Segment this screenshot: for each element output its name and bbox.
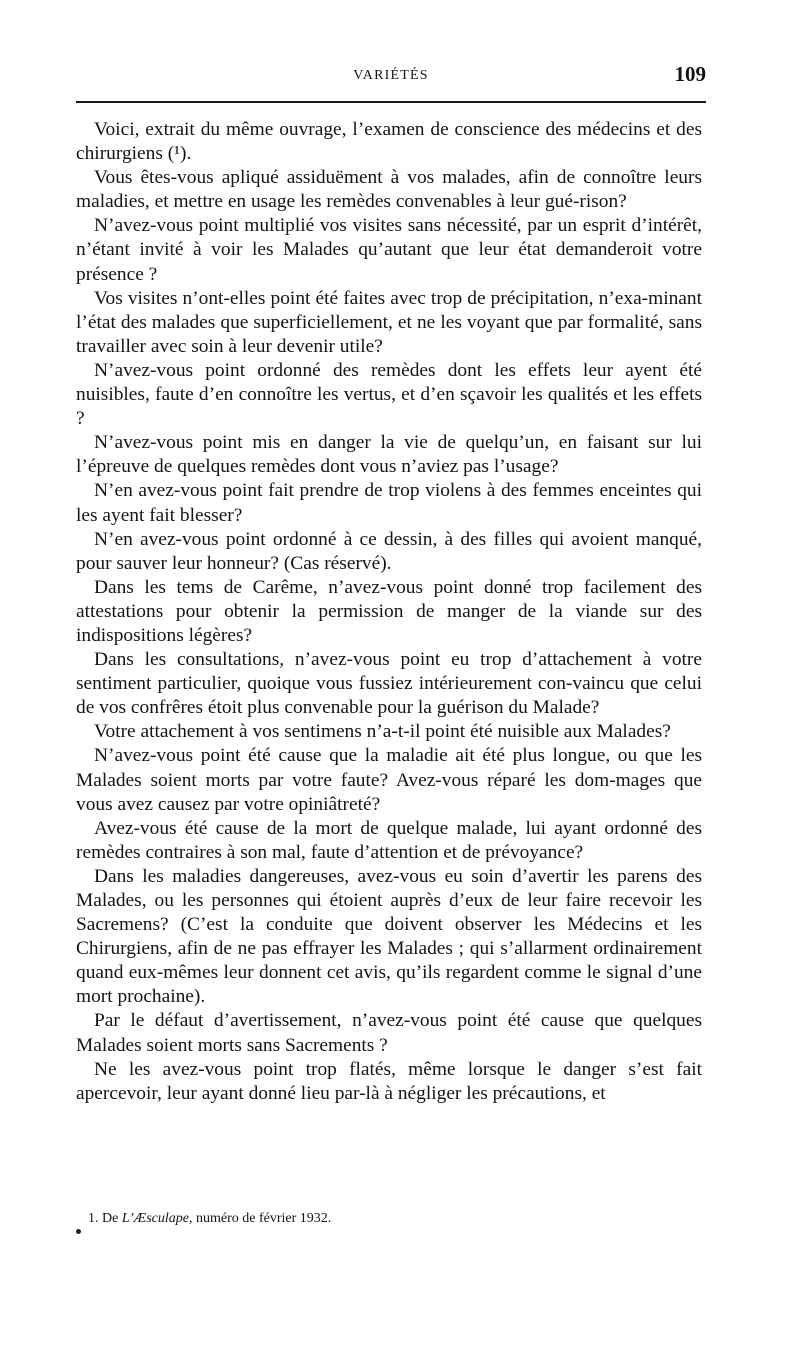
running-head [76, 62, 706, 92]
paragraph: N’avez-vous point été cause que la maladie ait été plus longue, ou que les Malades soient morts par votre faute? Avez-vous réparé les dom-mages que vous avez causez par votre opiniâtreté? [76, 745, 702, 815]
paragraph: Ne les avez-vous point trop flatés, même lorsque le danger s’est fait apercevoir, leur ayant donné lieu par-là à négliger les précautions, et [76, 1058, 702, 1104]
page-number: 109 [674, 62, 706, 86]
paragraph: Voici, extrait du même ouvrage, l’examen de conscience des médecins et des chirurgiens (¹). [76, 119, 702, 165]
header-rule [76, 101, 706, 103]
paragraph: Par le défaut d’avertissement, n’avez-vous point été cause que quelques Malades soient morts sans Sacrements ? [76, 1010, 702, 1056]
paragraph: N’avez-vous point multiplié vos visites sans nécessité, par un esprit d’intérêt, n’étant invité à voir les Malades qu’autant que leur état demanderoit votre présence ? [76, 215, 702, 285]
body-text [76, 118, 702, 1106]
running-title: VARIÉTÉS [353, 68, 429, 83]
paragraph: Vos visites n’ont-elles point été faites avec trop de précipitation, n’exa-minant l’état des malades que superficiellement, et ne les voyant que par formalité, sans travailler avec soin à leur devenir utile? [76, 287, 702, 357]
paragraph: Dans les consultations, n’avez-vous point eu trop d’attachement à votre sentiment particulier, quoique vous fussiez intérieurement con-vaincu que celui de vos confrêres étoit plus convenable pour la guérison du Malade? [76, 649, 702, 719]
footnote-work-title: L’Æsculape [121, 1211, 189, 1226]
paragraph: Dans les maladies dangereuses, avez-vous eu soin d’avertir les parens des Malades, ou les personnes qui étoient auprès d’eux de leur faire recevoir les Sacremens? (C’est la conduite que doivent observer les Médecins et les Chirurgiens, afin de ne pas effrayer les Malades ; qui s’allarment ordinairement quand eux-mêmes leur donnent cet avis, qu’ils regardent comme le signal d’une mort prochaine). [76, 865, 702, 1008]
paragraph: Avez-vous été cause de la mort de quelque malade, lui ayant ordonné des remèdes contraires à son mal, faute d’attention et de prévoyance? [76, 817, 702, 863]
paragraph: N’en avez-vous point fait prendre de trop violens à des femmes enceintes qui les ayent fait blesser? [76, 480, 702, 526]
paragraph: Vous êtes-vous apliqué assiduëment à vos malades, afin de connoître leurs maladies, et mettre en usage les remèdes convenables à leur gué-rison? [76, 167, 702, 213]
paragraph: N’en avez-vous point ordonné à ce dessin, à des filles qui avoient manqué, pour sauver leur honneur? (Cas réservé). [76, 528, 702, 574]
footnote [88, 1211, 331, 1227]
paragraph: Dans les tems de Carême, n’avez-vous point donné trop facilement des attestations pour obtenir la permission de manger de la viande sur des indispositions légères? [76, 576, 702, 646]
ink-speck [76, 1229, 81, 1234]
footnote-prefix: 1. De [88, 1211, 122, 1226]
paragraph: N’avez-vous point ordonné des remèdes dont les effets leur ayent été nuisibles, faute d’en connoître les vertus, et d’en sçavoir les qualités et les effets ? [76, 359, 702, 430]
paragraph: N’avez-vous point mis en danger la vie de quelqu’un, en faisant sur lui l’épreuve de quelques remèdes dont vous n’aviez pas l’usage? [76, 432, 702, 478]
footnote-suffix: , numéro de février 1932. [188, 1211, 332, 1226]
paragraph: Votre attachement à vos sentimens n’a-t-il point été nuisible aux Malades? [94, 721, 671, 743]
